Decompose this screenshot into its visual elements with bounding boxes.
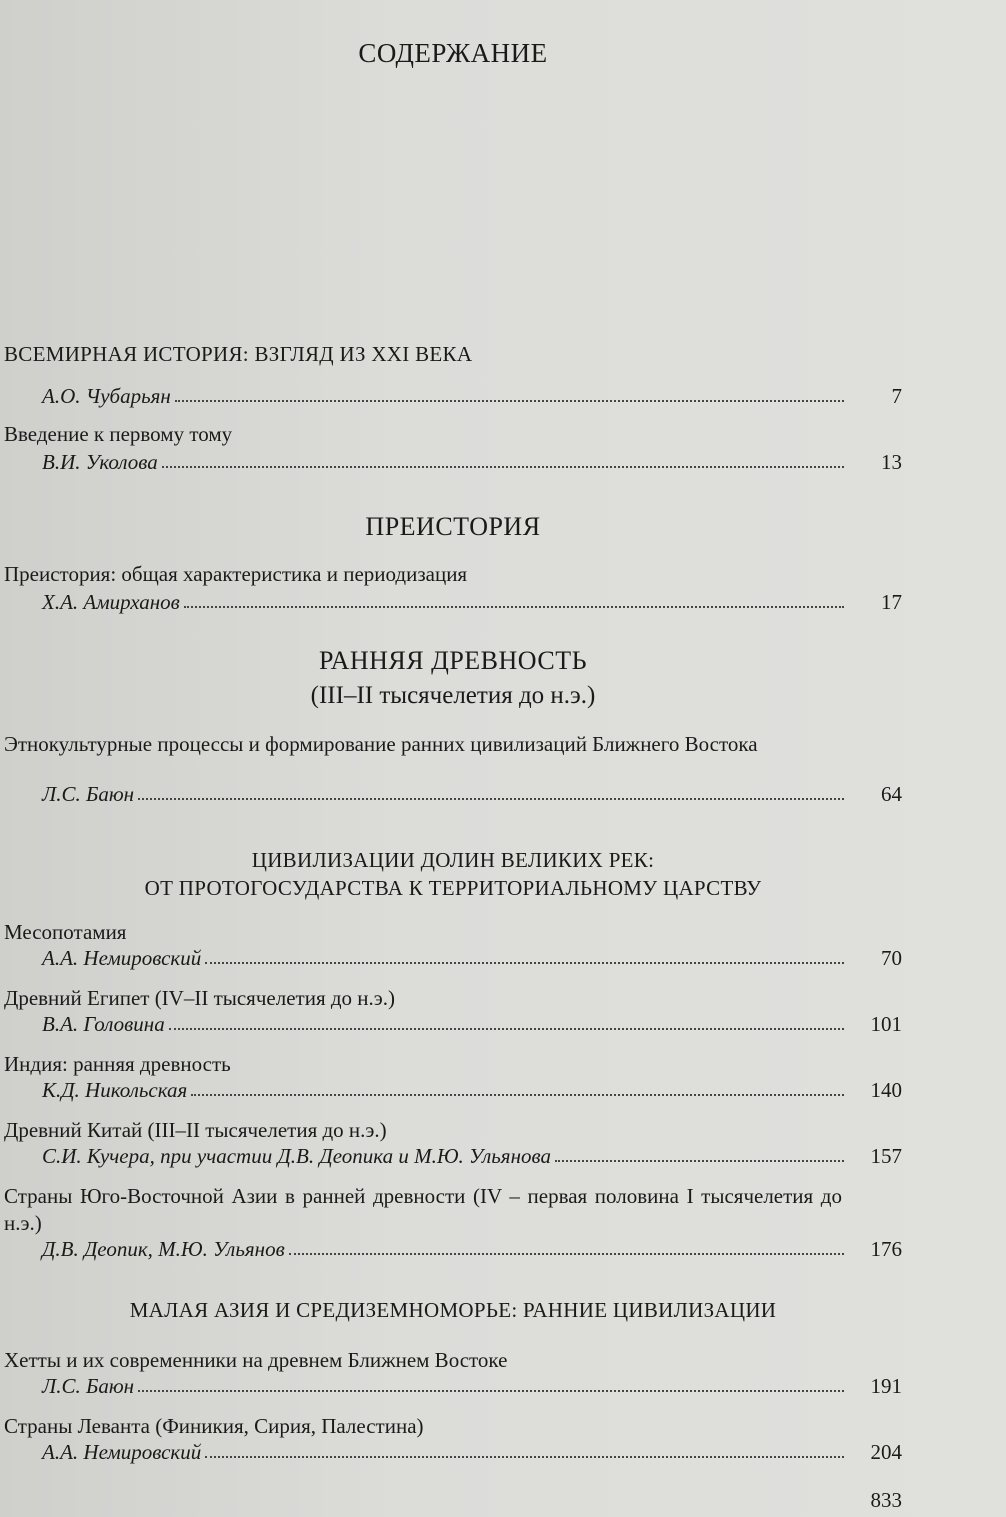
page-title: СОДЕРЖАНИЕ [358, 38, 548, 68]
entry-author: Л.С. Баюн [42, 782, 135, 806]
leader-dots [184, 590, 844, 608]
entry-author: В.И. Уколова [42, 450, 158, 474]
entry-author-row [42, 946, 902, 972]
section-title-early-antiquity: РАННЯЯ ДРЕВНОСТЬ [318, 646, 588, 675]
entry-author-row [42, 1144, 902, 1170]
page-number[interactable]: 17 [881, 590, 902, 614]
entry-heading-prehistory: Преистория: общая характеристика и периодизация [4, 562, 468, 586]
page-number[interactable]: 64 [881, 782, 902, 806]
page-number[interactable]: 176 [870, 1237, 902, 1261]
entry-author-row [42, 450, 902, 476]
page-number[interactable]: 140 [870, 1078, 902, 1102]
entry-author-row [42, 1078, 902, 1104]
entry-heading-india: Индия: ранняя древность [4, 1052, 231, 1076]
entry-heading-introduction: Введение к первому тому [4, 422, 233, 446]
entry-heading-china: Древний Китай (III–II тысячелетия до н.э.) [4, 1118, 387, 1142]
page-number[interactable]: 204 [870, 1440, 902, 1464]
entry-heading-world-history: ВСЕМИРНАЯ ИСТОРИЯ: ВЗГЛЯД ИЗ XXI ВЕКА [4, 342, 473, 366]
entry-author: К.Д. Никольская [42, 1078, 188, 1102]
entry-heading-southeast-asia: Страны Юго-Восточной Азии в ранней древности (IV – первая половина I тысячелетия до н.э.) [4, 1184, 842, 1235]
entry-author: Х.А. Амирханов [42, 590, 180, 614]
leader-dots [169, 1012, 844, 1030]
leader-dots [555, 1144, 844, 1162]
leader-dots [162, 450, 844, 468]
entry-author-row [42, 1237, 902, 1263]
entry-author-row [42, 384, 902, 410]
section-title-prehistory: ПРЕИСТОРИЯ [365, 512, 541, 541]
leader-dots [289, 1237, 844, 1255]
page-number[interactable]: 13 [881, 450, 902, 474]
page-number[interactable]: 157 [870, 1144, 902, 1168]
entry-author-row [42, 1374, 902, 1400]
leader-dots [138, 1374, 844, 1392]
subsection-title-line1: ЦИВИЛИЗАЦИИ ДОЛИН ВЕЛИКИХ РЕК: [251, 848, 655, 872]
page-number[interactable]: 101 [870, 1012, 902, 1036]
entry-author-row [42, 1440, 902, 1466]
entry-author: А.О. Чубарьян [42, 384, 171, 408]
entry-author-row [42, 782, 902, 808]
entry-heading-levant: Страны Леванта (Финикия, Сирия, Палестина) [4, 1414, 424, 1438]
subsection-title-line2: ОТ ПРОТОГОСУДАРСТВА К ТЕРРИТОРИАЛЬНОМУ ЦАРСТВУ [144, 876, 762, 900]
entry-heading-mesopotamia: Месопотамия [4, 920, 127, 944]
entry-author: А.А. Немировский [42, 946, 202, 970]
entry-author: Л.С. Баюн [42, 1374, 135, 1398]
entry-author-row [42, 590, 902, 616]
subsection-title-asia-minor: МАЛАЯ АЗИЯ И СРЕДИЗЕМНОМОРЬЕ: РАННИЕ ЦИВИЛИЗАЦИИ [129, 1298, 777, 1322]
section-subtitle: (III–II тысячелетия до н.э.) [310, 682, 596, 709]
page-number[interactable]: 70 [881, 946, 902, 970]
entry-heading-ethnocultural: Этнокультурные процессы и формирование ранних цивилизаций Ближнего Востока [4, 732, 758, 756]
entry-author: В.А. Головина [42, 1012, 165, 1036]
entry-author: С.И. Кучера, при участии Д.В. Деопика и М.Ю. Ульянова [42, 1144, 551, 1168]
leader-dots [191, 1078, 844, 1096]
page-number[interactable]: 7 [891, 384, 902, 408]
entry-heading-hittites: Хетты и их современники на древнем Ближнем Востоке [4, 1348, 508, 1372]
folio-page-number: 833 [870, 1488, 902, 1512]
entry-author: Д.В. Деопик, М.Ю. Ульянов [42, 1237, 285, 1261]
leader-dots [138, 782, 844, 800]
leader-dots [175, 384, 844, 402]
leader-dots [205, 946, 844, 964]
entry-author: А.А. Немировский [42, 1440, 202, 1464]
page-number[interactable]: 191 [870, 1374, 902, 1398]
entry-heading-egypt: Древний Египет (IV–II тысячелетия до н.э.) [4, 986, 396, 1010]
entry-author-row [42, 1012, 902, 1038]
leader-dots [205, 1440, 844, 1458]
